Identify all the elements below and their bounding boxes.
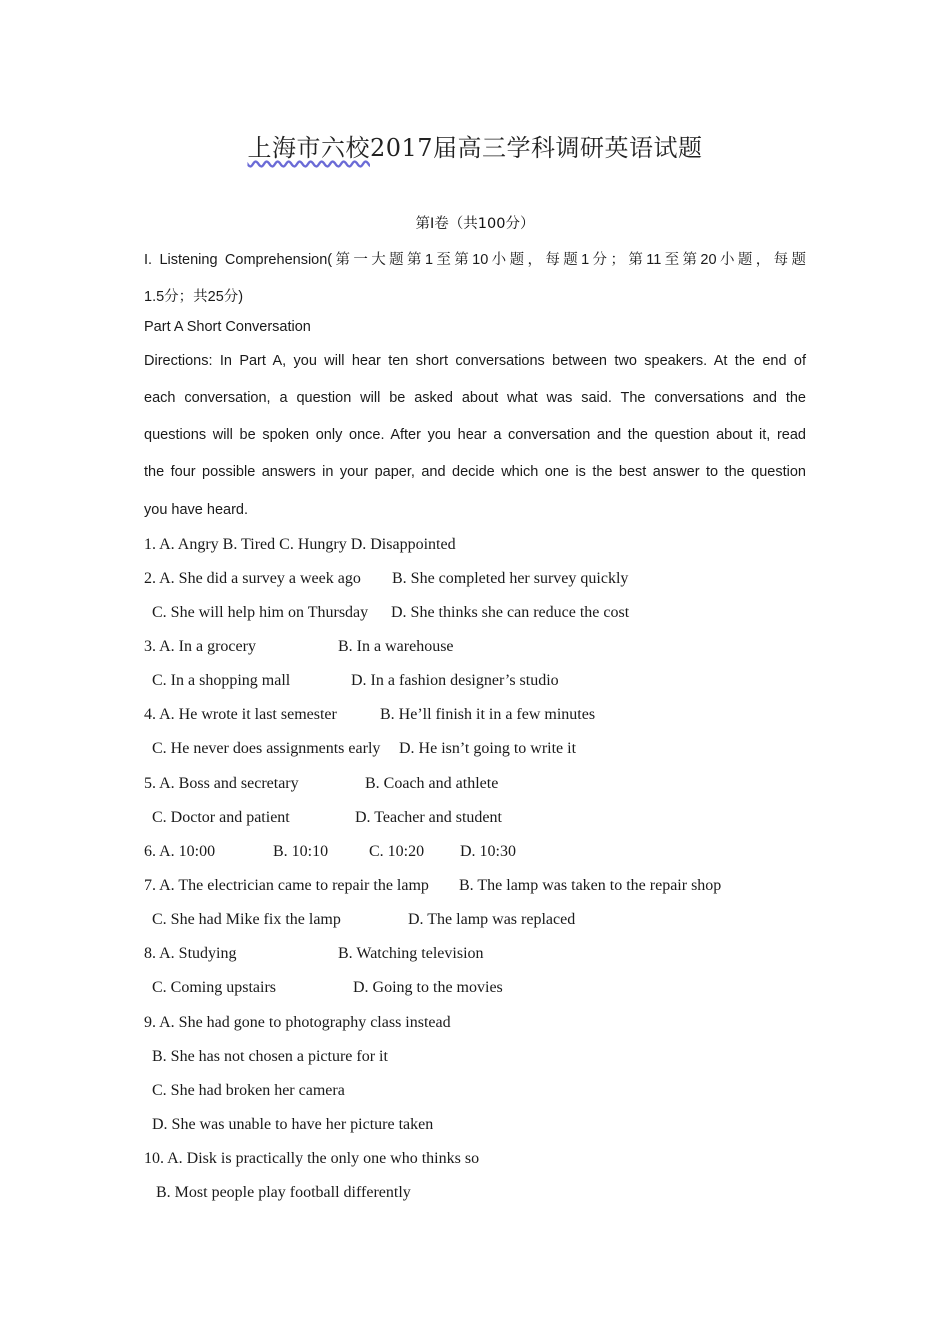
section-heading-line1: I. Listening Comprehension(第一大题第1至第10小题，每题1分；第11至第20小题，每题 — [144, 252, 806, 268]
question-6-option-c: C. 10:20 — [369, 843, 425, 860]
question-8-option-b: B. Watching television — [338, 945, 484, 962]
question-7-option-b: B. The lamp was taken to the repair shop — [459, 877, 722, 894]
question-4-option-c: C. He never does assignments early — [152, 740, 381, 757]
question-7-option-d: D. The lamp was replaced — [408, 911, 576, 928]
question-6-option-a: 6. A. 10:00 — [144, 843, 216, 860]
question-7-option-c: C. She had Mike fix the lamp — [152, 911, 341, 928]
question-9-option-d: D. She was unable to have her picture taken — [152, 1116, 434, 1133]
section-heading-line2: 1.5分；共25分) — [144, 289, 244, 305]
directions-line-4: the four possible answers in your paper, and decide which one is the best answer to the question — [144, 464, 806, 480]
question-2-option-b: B. She completed her survey quickly — [392, 570, 629, 587]
directions-line-5: you have heard. — [144, 502, 248, 518]
question-9-option-c: C. She had broken her camera — [152, 1082, 345, 1099]
question-2-option-a: 2. A. She did a survey a week ago — [144, 570, 361, 587]
document-title — [0, 128, 950, 163]
question-10-option-a: 10. A. Disk is practically the only one who thinks so — [144, 1150, 480, 1167]
question-3-option-c: C. In a shopping mall — [152, 672, 291, 689]
question-6-option-d: D. 10:30 — [460, 843, 516, 860]
question-8-option-c: C. Coming upstairs — [152, 979, 277, 996]
question-9-option-a: 9. A. She had gone to photography class instead — [144, 1014, 451, 1031]
question-5-option-b: B. Coach and athlete — [365, 775, 499, 792]
question-2-option-c: C. She will help him on Thursday — [152, 604, 369, 621]
question-4-option-b: B. He’ll finish it in a few minutes — [380, 706, 596, 723]
question-10-option-b: B. Most people play football differently — [156, 1184, 411, 1201]
question-5-option-d: D. Teacher and student — [355, 809, 502, 826]
directions-line-1: Directions: In Part A, you will hear ten short conversations between two speakers. At the end of — [144, 353, 806, 369]
question-4-option-d: D. He isn’t going to write it — [399, 740, 577, 757]
question-3-option-d: D. In a fashion designer’s studio — [351, 672, 559, 689]
question-4-option-a: 4. A. He wrote it last semester — [144, 706, 337, 723]
question-1: 1. A. Angry B. Tired C. Hungry D. Disappointed — [144, 536, 456, 553]
paper-subtitle: 第I卷（共100分） — [415, 216, 535, 232]
question-2-option-d: D. She thinks she can reduce the cost — [391, 604, 630, 621]
question-6-option-b: B. 10:10 — [273, 843, 329, 860]
directions-line-3: questions will be spoken only once. After you hear a conversation and the question about it, read — [144, 427, 806, 443]
title-rest: 2017届高三学科调研英语试题 — [369, 134, 703, 162]
question-8-option-a: 8. A. Studying — [144, 945, 237, 962]
question-5-option-a: 5. A. Boss and secretary — [144, 775, 299, 792]
part-heading: Part A Short Conversation — [144, 319, 311, 335]
directions-line-2: each conversation, a question will be asked about what was said. The conversations and the — [144, 390, 806, 406]
question-3-option-a: 3. A. In a grocery — [144, 638, 256, 655]
question-9-option-b: B. She has not chosen a picture for it — [152, 1048, 388, 1065]
question-5-option-c: C. Doctor and patient — [152, 809, 290, 826]
question-7-option-a: 7. A. The electrician came to repair the lamp — [144, 877, 429, 894]
question-3-option-b: B. In a warehouse — [338, 638, 454, 655]
title-underlined-part: 上海市六校 — [247, 134, 370, 162]
question-8-option-d: D. Going to the movies — [353, 979, 503, 996]
